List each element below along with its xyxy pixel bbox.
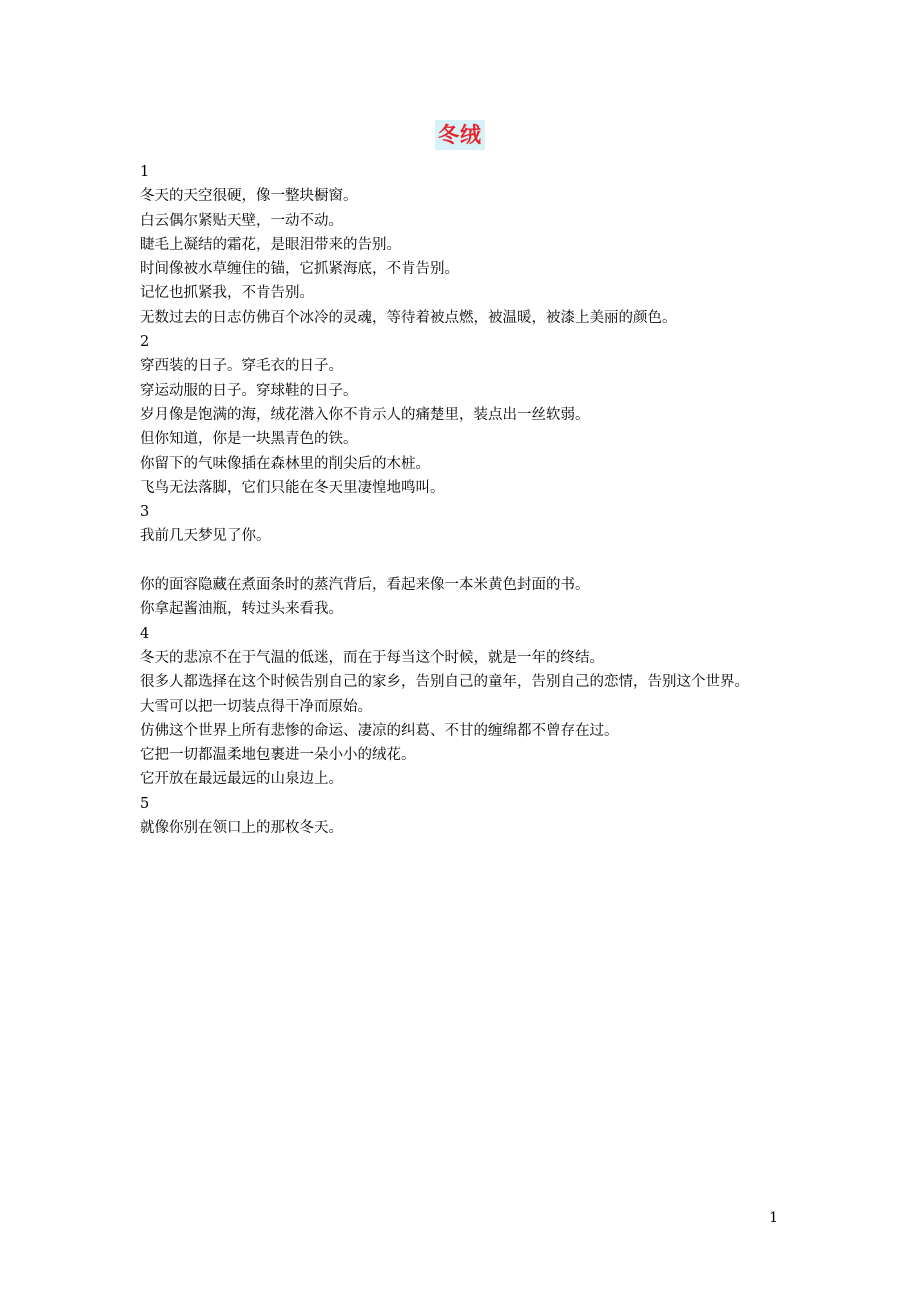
paragraph-line: 仿佛这个世界上所有悲惨的命运、凄凉的纠葛、不甘的缠绵都不曾存在过。 — [140, 722, 619, 739]
section-number: 3 — [140, 504, 150, 521]
paragraph-line: 无数过去的日志仿佛百个冰冷的灵魂，等待着被点燃，被温暖，被漆上美丽的颜色。 — [140, 309, 677, 326]
paragraph-line: 冬天的天空很硬，像一整块橱窗。 — [140, 188, 358, 205]
paragraph-line: 时间像被水草缠住的锚，它抓紧海底，不肯告别。 — [140, 261, 459, 278]
paragraph-line: 很多人都选择在这个时候告别自己的家乡，告别自己的童年，告别自己的恋情，告别这个世界。 — [140, 674, 749, 691]
section-number: 1 — [140, 164, 150, 180]
paragraph-line: 它把一切都温柔地包裹进一朵小小的绒花。 — [140, 747, 416, 764]
paragraph-line: 大雪可以把一切装点得干净而原始。 — [140, 698, 372, 715]
paragraph-line: 它开放在最远最远的山泉边上。 — [140, 771, 343, 788]
section-number: 4 — [140, 625, 150, 642]
paragraph-line: 冬天的悲凉不在于气温的低迷，而在于每当这个时候，就是一年的终结。 — [140, 649, 604, 666]
paragraph-line: 你留下的气味像插在森林里的削尖后的木桩。 — [140, 455, 430, 472]
section-number: 5 — [140, 795, 150, 812]
paragraph-line: 你的面容隐藏在煮面条时的蒸汽背后，看起来像一本米黄色封面的书。 — [140, 577, 590, 594]
document-title: 冬绒 — [435, 120, 485, 150]
paragraph-line: 岁月像是饱满的海，绒花潜入你不肯示人的痛楚里，装点出一丝软弱。 — [140, 406, 590, 423]
paragraph-line: 白云偶尔紧贴天壁，一动不动。 — [140, 212, 343, 229]
paragraph-line: 睫毛上凝结的霜花，是眼泪带来的告别。 — [140, 236, 401, 253]
paragraph-line: 飞鸟无法落脚，它们只能在冬天里凄惶地鸣叫。 — [140, 479, 445, 496]
paragraph-line: 你拿起酱油瓶，转过头来看我。 — [140, 601, 343, 618]
paragraph-line: 穿西装的日子。穿毛衣的日子。 — [140, 358, 343, 375]
paragraph-line: 记忆也抓紧我，不肯告别。 — [140, 285, 314, 302]
page-number: 1 — [769, 1210, 778, 1226]
document-body — [140, 160, 790, 840]
paragraph-line: 我前几天梦见了你。 — [140, 528, 271, 545]
paragraph-line: 但你知道，你是一块黑青色的铁。 — [140, 431, 358, 448]
paragraph-line: 穿运动服的日子。穿球鞋的日子。 — [140, 382, 358, 399]
section-number: 2 — [140, 334, 150, 351]
title-container — [0, 120, 920, 150]
blank-line — [140, 549, 790, 573]
paragraph-line: 就像你别在领口上的那枚冬天。 — [140, 820, 343, 837]
